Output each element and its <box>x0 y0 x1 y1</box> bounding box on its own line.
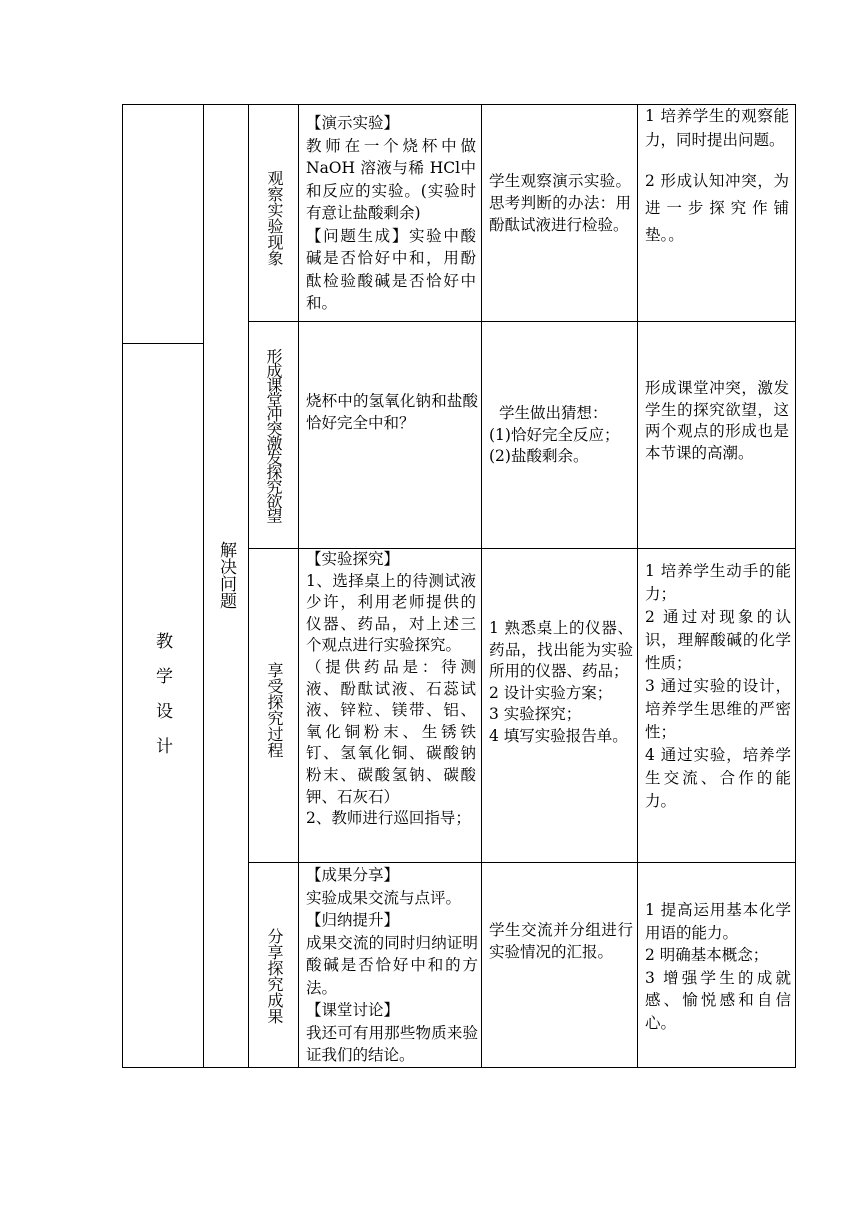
intent-line: 2 形成认知冲突，为进一步探究作铺垫。。 <box>645 172 789 244</box>
intent-line: 1 培养学生的观察能力，同时提出问题。 <box>645 107 789 149</box>
intent-line: 3 增强学生的成就感、愉悦感和自信心。 <box>645 968 791 1032</box>
student-activity <box>489 170 631 236</box>
section-divider <box>122 343 203 344</box>
intent-line: 2 通过对现象的认识，理解酸碱的化学性质； <box>645 608 791 672</box>
table-border-right <box>795 104 796 1068</box>
row-divider <box>248 321 796 322</box>
stage-label: 观察实验现象 <box>265 170 284 266</box>
sub-label: 解决问题 <box>216 541 236 609</box>
teacher-activity <box>306 549 476 830</box>
teacher-line: 教师在一个烧杯中做NaOH 溶液与稀 HCl中和反应的实验。(实验时有意让盐酸剩余) <box>306 136 476 222</box>
teacher-line: 我还可有用那些物质来验证我们的结论。 <box>306 1023 478 1064</box>
column-divider <box>637 104 638 1068</box>
column-divider <box>481 104 482 1068</box>
intent-line: 1 培养学生动手的能力； <box>645 562 791 603</box>
teacher-line: 2、教师进行巡回指导； <box>306 809 471 828</box>
teacher-line: 【归纳提升】 <box>306 911 400 929</box>
student-activity <box>489 403 635 468</box>
intent-line: 2 明确基本概念； <box>645 946 769 964</box>
teacher-line: 烧杯中的氢氧化钠和盐酸恰好完全中和？ <box>306 392 478 432</box>
section-label: 教学设计 <box>152 632 172 772</box>
stage-label: 分享探究成果 <box>265 928 284 1024</box>
column-divider <box>248 104 249 1068</box>
intent-line: 4 通过实验，培养学生交流、合作的能力。 <box>645 746 791 810</box>
table-border-bottom <box>122 1067 796 1068</box>
teacher-line: （提供药品是：待测液、酚酞试液、石蕊试液、锌粒、镁带、铝、氧化铜粉末、生锈铁钉、氢氧化铜、碳酸钠粉末、碳酸氢钠、碳酸钾、石灰石） <box>306 657 476 806</box>
intent-line: 3 通过实验的设计，培养学生思维的严密性； <box>645 677 791 741</box>
column-divider <box>298 104 299 1068</box>
design-intent <box>645 899 791 1034</box>
student-line: 3 实验探究； <box>489 705 582 723</box>
teacher-line: 实验成果交流与点评。 <box>306 888 462 907</box>
intent-line: 形成课堂冲突，激发学生的探究欲望，这两个观点的形成也是本节课的高潮。 <box>645 379 789 462</box>
teacher-line: 成果交流的同时归纳证明酸碱是否恰好中和的方法。 <box>306 933 478 997</box>
student-line: 学生交流并分组进行实验情况的汇报。 <box>489 921 633 961</box>
column-divider <box>203 104 204 1068</box>
intent-line: 1 提高运用基本化学用语的能力。 <box>645 901 791 942</box>
teacher-activity <box>306 112 476 315</box>
student-line: 学生做出猜想： <box>499 404 608 422</box>
table-border-left <box>122 104 123 1068</box>
student-line: 2 设计实验方案； <box>489 683 613 702</box>
design-intent <box>645 104 789 249</box>
teacher-line: 1、选择桌上的待测试液少许，利用老师提供的仪器、药品，对上述三个观点进行实验探究。 <box>306 571 476 655</box>
design-intent <box>645 378 789 464</box>
teacher-line: 【成果分享】 <box>306 866 400 884</box>
teacher-line: 【问题生成】实验中酸碱是否恰好中和，用酚酞检验酸碱是否恰好中和。 <box>306 226 476 312</box>
stage-label: 形成课堂冲突激发探究欲望 <box>264 348 283 522</box>
student-line: (1)恰好完全反应； <box>489 425 620 444</box>
row-divider <box>248 862 796 863</box>
student-line: 4 填写实验报告单。 <box>489 726 628 745</box>
student-line: (2)盐酸剩余。 <box>489 447 589 465</box>
student-line: 学生观察演示实验。思考判断的办法：用酚酞试液进行检验。 <box>489 172 631 234</box>
teacher-activity <box>306 864 478 1067</box>
teacher-line: 【实验探究】 <box>306 550 400 568</box>
student-line: 1 熟悉桌上的仪器、药品，找出能为实验所用的仪器、药品； <box>489 619 633 680</box>
student-activity <box>489 618 633 747</box>
stage-label: 享受探究过程 <box>265 662 284 758</box>
design-intent <box>645 560 791 813</box>
student-activity <box>489 919 633 963</box>
teacher-line: 【演示实验】 <box>306 114 400 132</box>
teacher-activity <box>306 391 478 434</box>
teacher-line: 【课堂讨论】 <box>306 1001 400 1019</box>
